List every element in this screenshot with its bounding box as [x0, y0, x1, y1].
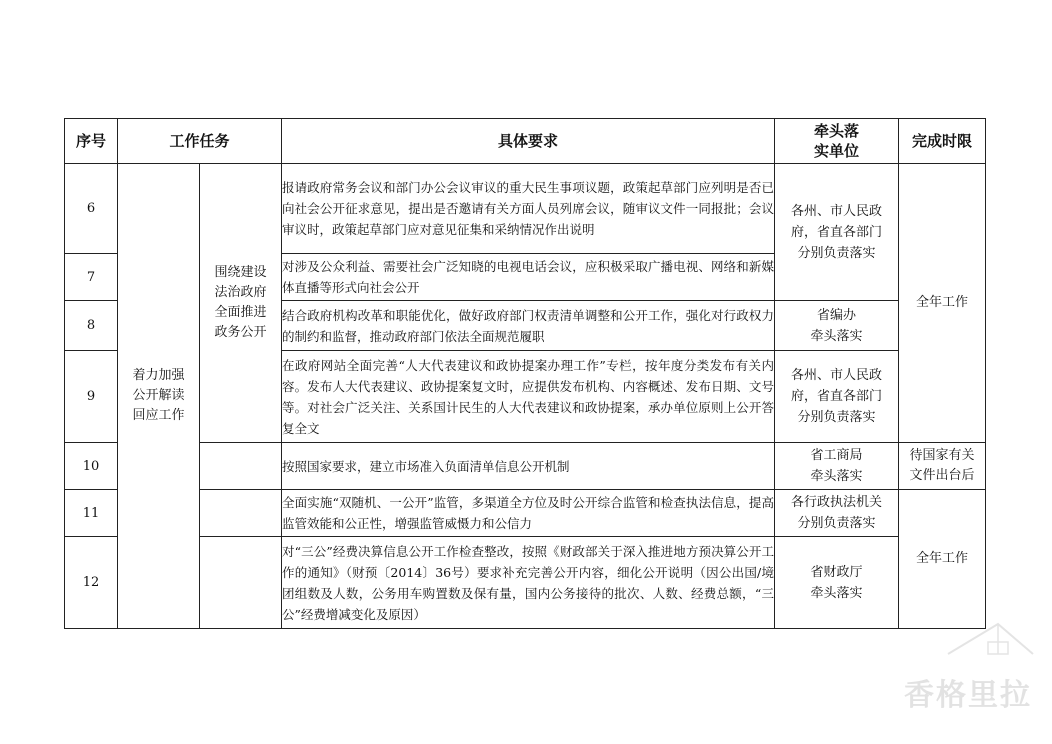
header-task: 工作任务 [118, 119, 282, 164]
row-requirement: 按照国家要求，建立市场准入负面清单信息公开机制 [282, 443, 775, 490]
row-requirement: 在政府网站全面完善“人大代表建议和政协提案办理工作”专栏，按年度分类发布有关内容。发布人大代表建议、政协提案复文时，应提供发布机构、内容概述、发布日期、文号等。对社会广泛关注、关系国计民生的人大代表建议和政协提案，承办单位原则上公开答复全文 [282, 351, 775, 443]
row-deadline: 全年工作 [899, 164, 986, 443]
watermark-text: 香格里拉 [904, 678, 1032, 713]
row-seq: 11 [65, 490, 118, 537]
task-secondary: 围绕建设 法治政府 全面推进 政务公开 [200, 164, 282, 443]
row-seq: 8 [65, 301, 118, 351]
row-deadline: 全年工作 [899, 490, 986, 629]
table-row [65, 164, 986, 254]
row-unit: 各州、市人民政 府，省直各部门 分别负责落实 [775, 351, 899, 443]
row-seq: 9 [65, 351, 118, 443]
row-seq: 7 [65, 254, 118, 301]
row-requirement: 对“三公”经费决算信息公开工作检查整改，按照《财政部关于深入推进地方预决算公开工作的通知》（财预〔2014〕36号）要求补充完善公开内容，细化公开说明（因公出国/境团组数及人数，公务用车购置数及保有量，国内公务接待的批次、人数、经费总额，“三公”经费增减变化及原因） [282, 537, 775, 629]
row-requirement: 报请政府常务会议和部门办公会议审议的重大民生事项议题，政策起草部门应列明是否已向社会公开征求意见，提出是否邀请有关方面人员列席会议，随审议文件一同报批；会议审议时，政策起草部门应对意见征集和采纳情况作出说明 [282, 164, 775, 254]
row-requirement: 结合政府机构改革和职能优化，做好政府部门权责清单调整和公开工作，强化对行政权力的制约和监督，推动政府部门依法全面规范履职 [282, 301, 775, 351]
table-header-row [65, 119, 986, 164]
task-secondary-empty [200, 537, 282, 629]
row-requirement: 全面实施“双随机、一公开”监管，多渠道全方位及时公开综合监管和检查执法信息，提高监管效能和公正性，增强监管威慑力和公信力 [282, 490, 775, 537]
row-unit: 省工商局 牵头落实 [775, 443, 899, 490]
row-seq: 6 [65, 164, 118, 254]
header-unit: 牵头落 实单位 [775, 119, 899, 164]
header-requirement: 具体要求 [282, 119, 775, 164]
policy-task-table [64, 118, 986, 629]
row-seq: 12 [65, 537, 118, 629]
header-seq: 序号 [65, 119, 118, 164]
task-secondary-empty [200, 490, 282, 537]
table-row [65, 443, 986, 490]
header-deadline: 完成时限 [899, 119, 986, 164]
row-unit: 各行政执法机关 分别负责落实 [775, 490, 899, 537]
task-primary: 着力加强 公开解读 回应工作 [118, 164, 200, 629]
row-unit: 省财政厅 牵头落实 [775, 537, 899, 629]
table-row [65, 490, 986, 537]
row-seq: 10 [65, 443, 118, 490]
row-requirement: 对涉及公众利益、需要社会广泛知晓的电视电话会议，应积极采取广播电视、网络和新媒体直播等形式向社会公开 [282, 254, 775, 301]
task-secondary-empty [200, 443, 282, 490]
row-unit: 省编办 牵头落实 [775, 301, 899, 351]
row-unit: 各州、市人民政 府，省直各部门 分别负责落实 [775, 164, 899, 301]
row-deadline: 待国家有关 文件出台后 [899, 443, 986, 490]
